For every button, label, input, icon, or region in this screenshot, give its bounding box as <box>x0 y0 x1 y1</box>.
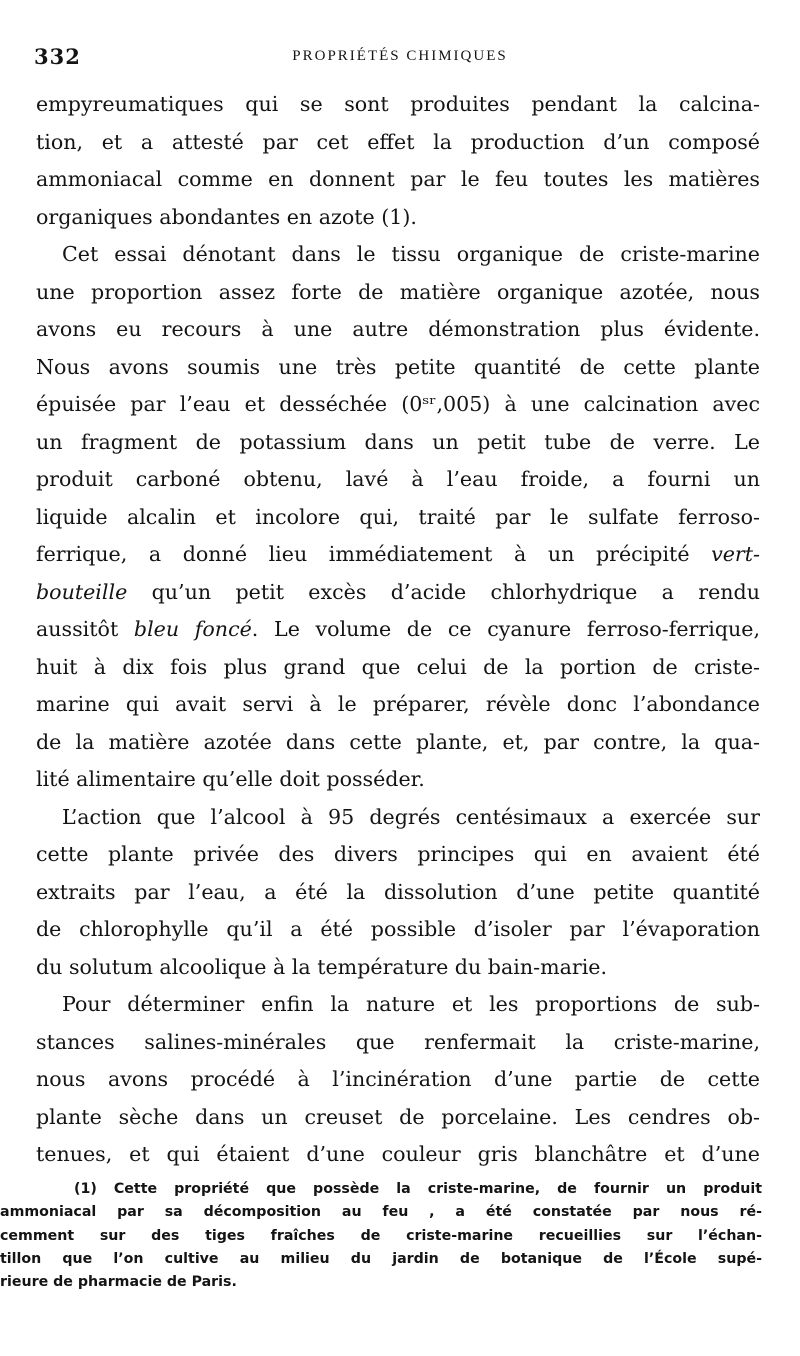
footnote-line: (1) Cette propriété que possède la criste-marine, de fournir un produit <box>74 1181 762 1197</box>
text-line: Cet essai dénotant dans le tissu organique de criste-marine <box>62 242 760 266</box>
italic-run: bleu foncé <box>133 617 252 641</box>
text-line: épuisée par l’eau et desséchée (0ˢʳ,005) à une calcination avec <box>36 392 760 416</box>
text-line: marine qui avait servi à le préparer, révèle donc l’abondance <box>36 692 760 716</box>
text-line <box>36 536 760 574</box>
italic-run: vert- <box>711 542 761 566</box>
text-line: lité alimentaire qu’elle doit posséder. <box>36 767 425 791</box>
text-line: de chlorophylle qu’il a été possible d’isoler par l’évaporation <box>36 917 760 941</box>
footnote <box>0 1178 762 1294</box>
footnote-line: ammoniacal par sa décomposition au feu , a été constatée par nous ré- <box>0 1204 762 1221</box>
text-line: avons eu recours à une autre démonstration plus évidente. <box>36 317 760 341</box>
text-line: empyreumatiques qui se sont produites pendant la calcina- <box>36 92 760 116</box>
text-line: huit à dix fois plus grand que celui de la portion de criste- <box>36 654 760 679</box>
text-line: Nous avons soumis une très petite quantité de cette plante <box>36 354 760 379</box>
text-line: de la matière azotée dans cette plante, et, par contre, la qua- <box>36 729 760 754</box>
text-line: extraits par l’eau, a été la dissolution d’une petite quantité <box>36 879 760 904</box>
text-line <box>36 611 760 649</box>
text-line: produit carboné obtenu, lavé à l’eau froide, a fourni un <box>36 467 760 491</box>
footnote-line: cemment sur des tiges fraîches de criste-marine recueillies sur l’échan- <box>0 1227 762 1244</box>
text-line: du solutum alcoolique à la température du bain-marie. <box>36 954 608 979</box>
text-line: nous avons procédé à l’incinération d’une partie de cette <box>36 1067 760 1091</box>
text-line: une proportion assez forte de matière organique azotée, nous <box>36 279 760 304</box>
text-run: qu’un petit excès d’acide chlorhydrique a rendu <box>151 579 761 604</box>
running-head: PROPRIÉTÉS CHIMIQUES <box>292 48 508 64</box>
text-run: ferrique, a donné lieu immédiatement à un précipité <box>36 542 690 566</box>
text-line: stances salines-minérales que renfermait la criste-marine, <box>36 1029 760 1054</box>
body-text <box>36 86 760 1174</box>
text-line: Pour déterminer enfin la nature et les proportions de sub- <box>62 992 760 1016</box>
footnote-line: rieure de pharmacie de Paris. <box>0 1274 237 1291</box>
text-line: cette plante privée des divers principes qui en avaient été <box>36 842 760 866</box>
text-line: liquide alcalin et incolore qui, traité par le sulfate ferroso- <box>36 504 760 529</box>
text-line: un fragment de potassium dans un petit tube de verre. Le <box>36 429 760 454</box>
footnote-line: tillon que l’on cultive au milieu du jardin de botanique de l’École supé- <box>0 1250 762 1267</box>
text-run: . Le volume de ce cyanure ferroso-ferrique, <box>251 617 760 641</box>
text-line: organiques abondantes en azote (1). <box>36 204 417 229</box>
italic-run: bouteille <box>36 579 128 604</box>
text-line: ammoniacal comme en donnent par le feu toutes les matières <box>36 167 760 191</box>
text-line <box>36 574 760 612</box>
page-number: 332 <box>34 44 81 69</box>
text-run: aussitôt <box>36 617 119 641</box>
text-line: plante sèche dans un creuset de porcelaine. Les cendres ob- <box>36 1104 760 1129</box>
text-line: tenues, et qui étaient d’une couleur gris blanchâtre et d’une <box>36 1142 760 1166</box>
text-line: tion, et a attesté par cet effet la production d’un composé <box>36 129 760 154</box>
text-line: L’action que l’alcool à 95 degrés centésimaux a exercée sur <box>62 804 760 829</box>
